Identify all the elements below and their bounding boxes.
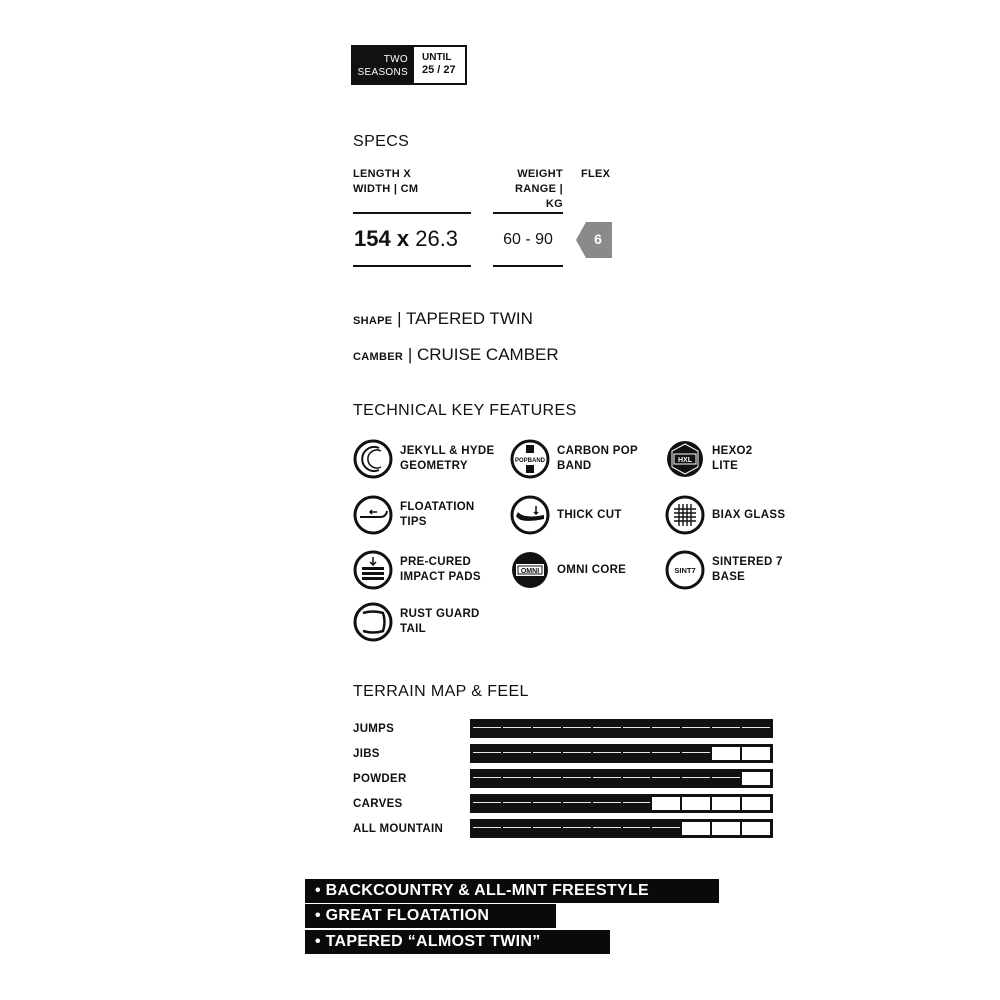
rating-segment-filled <box>621 722 651 735</box>
camber-line <box>353 345 559 365</box>
rating-segment-empty <box>740 747 770 760</box>
rating-segment-filled <box>680 747 710 760</box>
terrain-bar-jibs <box>470 744 773 763</box>
badge-line1: TWO <box>383 54 408 65</box>
rating-segment-filled <box>591 772 621 785</box>
rating-segment-filled <box>621 797 651 810</box>
rating-segment-filled <box>650 722 680 735</box>
feature-label: CARBON POP BAND <box>557 445 638 472</box>
rating-segment-empty <box>740 772 770 785</box>
terrain-label-carves: CARVES <box>353 798 403 810</box>
feature-label: FLOATATION TIPS <box>400 501 475 528</box>
flex-value: 6 <box>594 231 602 247</box>
badge-until-label: UNTIL <box>422 52 452 63</box>
feature-label: SINTERED 7 BASE <box>712 556 783 583</box>
feature-thick-cut <box>510 495 622 535</box>
biax-glass-icon <box>665 495 705 535</box>
rating-segment-filled <box>591 747 621 760</box>
rating-segment-filled <box>621 772 651 785</box>
rating-segment-filled <box>621 747 651 760</box>
feature-label: BIAX GLASS <box>712 508 786 521</box>
specs-title: SPECS <box>353 133 410 150</box>
rating-segment-empty <box>740 797 770 810</box>
rule-length-top <box>353 212 471 214</box>
flex-rating-tag <box>576 222 612 258</box>
thick-cut-icon <box>510 495 550 535</box>
badge-years: 25 / 27 <box>422 64 456 76</box>
omni-core-icon <box>510 550 550 590</box>
terrain-label-jumps: JUMPS <box>353 723 395 735</box>
rating-segment-filled <box>740 722 770 735</box>
rating-segment-filled <box>531 797 561 810</box>
feature-biax-glass <box>665 495 785 535</box>
popband-icon-text: POPBAND <box>514 458 546 464</box>
rating-segment-filled <box>621 822 651 835</box>
shape-value: TAPERED TWIN <box>405 309 533 328</box>
rating-segment-filled <box>473 747 501 760</box>
sintered-base-icon <box>665 550 705 590</box>
rating-segment-filled <box>591 822 621 835</box>
rule-length-bottom <box>353 265 471 267</box>
features-title: TECHNICAL KEY FEATURES <box>353 402 577 419</box>
feature-label: OMNI CORE <box>557 563 627 576</box>
bullet-floatation: • GREAT FLOATATION <box>305 904 556 928</box>
rating-segment-filled <box>650 747 680 760</box>
rating-segment-filled <box>561 747 591 760</box>
rating-segment-filled <box>501 772 531 785</box>
rating-segment-filled <box>531 772 561 785</box>
feature-impact-pads <box>353 550 481 590</box>
hexo2-icon <box>665 439 705 479</box>
feature-sintered-base <box>665 550 783 590</box>
rating-segment-empty <box>650 797 680 810</box>
rating-segment-filled <box>680 772 710 785</box>
rating-segment-filled <box>561 722 591 735</box>
omni-icon-text: OMNI <box>520 568 540 575</box>
hexo2-icon-text: HXL <box>678 457 692 464</box>
times-sign: x <box>396 226 410 251</box>
feature-label: JEKYLL & HYDE GEOMETRY <box>400 445 495 472</box>
rating-segment-filled <box>710 722 740 735</box>
rating-segment-filled <box>531 747 561 760</box>
bullet-tapered: • TAPERED “ALMOST TWIN” <box>305 930 610 954</box>
feature-floatation-tips <box>353 495 475 535</box>
feature-label: HEXO2 LITE <box>712 445 753 472</box>
popband-icon <box>510 439 550 479</box>
terrain-label-powder: POWDER <box>353 773 407 785</box>
length-width-value <box>354 226 458 252</box>
rating-segment-filled <box>473 822 501 835</box>
length-header-line2: WIDTH | CM <box>353 183 419 195</box>
camber-value: CRUISE CAMBER <box>416 345 559 364</box>
badge-until <box>414 47 465 83</box>
weight-range-value: 60 - 90 <box>503 231 553 248</box>
feature-hexo2-lite <box>665 439 753 479</box>
rating-segment-filled <box>473 772 501 785</box>
rating-segment-filled <box>561 822 591 835</box>
feature-jekyll-hyde <box>353 439 494 479</box>
bullet-backcountry: • BACKCOUNTRY & ALL-MNT FREESTYLE <box>305 879 719 903</box>
rust-guard-icon <box>353 602 393 642</box>
flex-header: FLEX <box>581 168 611 180</box>
rating-segment-empty <box>710 797 740 810</box>
terrain-label-all-mountain: ALL MOUNTAIN <box>353 823 444 835</box>
terrain-label-jibs: JIBS <box>353 748 380 760</box>
rating-segment-filled <box>501 797 531 810</box>
shape-line <box>353 309 533 329</box>
badge-line2: SEASONS <box>357 67 408 78</box>
rating-segment-empty <box>680 797 710 810</box>
feature-carbon-pop-band <box>510 439 638 479</box>
camber-label: CAMBER <box>353 351 404 363</box>
rating-segment-filled <box>591 722 621 735</box>
floatation-tips-icon <box>353 495 393 535</box>
rating-segment-filled <box>531 722 561 735</box>
terrain-bar-carves <box>470 794 773 813</box>
rule-weight-top <box>493 212 563 214</box>
rule-weight-bottom <box>493 265 563 267</box>
length-value: 154 <box>354 226 391 251</box>
shape-separator: | <box>397 309 402 328</box>
rating-segment-empty <box>710 822 740 835</box>
rating-segment-filled <box>561 797 591 810</box>
rating-segment-empty <box>680 822 710 835</box>
feature-label: PRE-CURED IMPACT PADS <box>400 556 481 583</box>
rating-segment-filled <box>473 797 501 810</box>
sintered-icon-text: SINT7 <box>674 566 696 575</box>
rating-segment-filled <box>531 822 561 835</box>
width-value: 26.3 <box>415 226 459 251</box>
rating-segment-filled <box>650 772 680 785</box>
feature-rust-guard-tail <box>353 602 480 642</box>
jekyll-hyde-icon <box>353 439 393 479</box>
rating-segment-empty <box>710 747 740 760</box>
camber-separator: | <box>407 345 413 364</box>
terrain-bar-powder <box>470 769 773 788</box>
seasons-badge <box>351 45 467 85</box>
weight-header-line1: WEIGHT <box>517 168 563 180</box>
rating-segment-filled <box>501 822 531 835</box>
terrain-bar-all-mountain <box>470 819 773 838</box>
rating-segment-empty <box>740 822 770 835</box>
feature-label: RUST GUARD TAIL <box>400 608 480 635</box>
shape-label: SHAPE <box>353 315 393 327</box>
rating-segment-filled <box>710 772 740 785</box>
rating-segment-filled <box>591 797 621 810</box>
rating-segment-filled <box>680 722 710 735</box>
impact-pads-icon <box>353 550 393 590</box>
length-header-line1: LENGTH X <box>353 168 412 180</box>
terrain-bar-jumps <box>470 719 773 738</box>
terrain-title: TERRAIN MAP & FEEL <box>353 683 529 700</box>
rating-segment-filled <box>501 722 531 735</box>
badge-seasons <box>353 47 414 83</box>
rating-segment-filled <box>561 772 591 785</box>
weight-range-header <box>495 167 563 212</box>
feature-omni-core <box>510 550 626 590</box>
feature-label: THICK CUT <box>557 508 622 521</box>
weight-header-line2: RANGE | KG <box>515 183 563 210</box>
rating-segment-filled <box>501 747 531 760</box>
length-width-header <box>353 167 418 197</box>
rating-segment-filled <box>473 722 501 735</box>
rating-segment-filled <box>650 822 680 835</box>
